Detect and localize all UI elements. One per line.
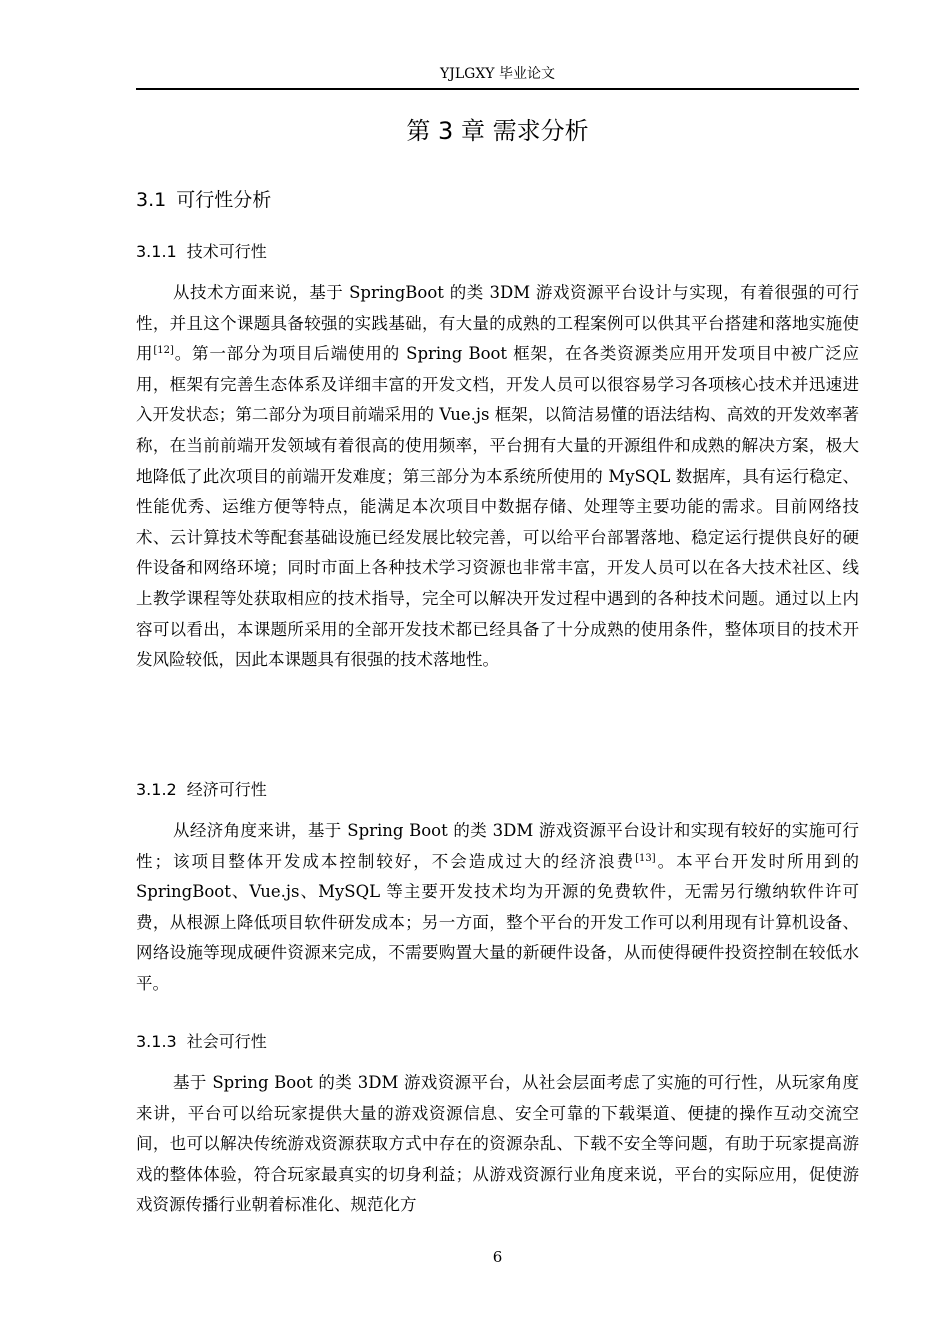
running-header: YJLGXY 毕业论文: [440, 66, 555, 82]
subsection-title: 经济可行性: [186, 780, 267, 799]
subsection-title: 社会可行性: [186, 1032, 267, 1051]
page-number: 6: [492, 1248, 503, 1266]
subsection-title: 技术可行性: [186, 242, 267, 261]
chapter-title: 第 3 章 需求分析: [406, 117, 589, 145]
subsection-number: 3.1.3: [136, 1032, 177, 1051]
paragraph-social-feasibility: 基于 Spring Boot 的类 3DM 游戏资源平台，从社会层面考虑了实施的可行性，从玩家角度来讲，平台可以给玩家提供大量的游戏资源信息、安全可靠的下载渠道、便捷的操作互动交流空间，也可以解决传统游戏资源获取方式中存在的资源杂乱、下载不安全等问题，有助于玩家提高游戏的整体体验，符合玩家最真实的切身利益；从游戏资源行业角度来说，平台的实际应用，促使游戏资源传播行业朝着标准化、规范化方: [136, 1073, 859, 1215]
subsection-number: 3.1.1: [136, 242, 177, 261]
subsection-heading-economic: [136, 778, 859, 802]
header-rule: [136, 88, 859, 90]
citation: [13]: [635, 852, 656, 864]
section-title: 可行性分析: [176, 189, 272, 211]
paragraph-technical-feasibility: 从技术方面来说，基于 SpringBoot 的类 3DM 游戏资源平台设计与实现，有着很强的可行性，并且这个课题具备较强的实践基础，有大量的成熟的工程案例可以供其平台搭建和落地实施使用[12]。第一部分为项目后端使用的 Spring Boot 框架，在各类资源类应用开发项目中被广泛应用，框架有完善生态体系及详细丰富的开发文档，开发人员可以很容易学习各项核心技术并迅速进入开发状态；第二部分为项目前端采用的 Vue.js 框架，以简洁易懂的语法结构、高效的开发效率著称，在当前前端开发领域有着很高的使用频率，平台拥有大量的开源组件和成熟的解决方案，极大地降低了此次项目的前端开发难度；第三部分为本系统所使用的 MySQL 数据库，具有运行稳定、性能优秀、运维方便等特点，能满足本次项目中数据存储、处理等主要功能的需求。目前网络技术、云计算技术等配套基础设施已经发展比较完善，可以给平台部署落地、稳定运行提供良好的硬件设备和网络环境；同时市面上各种技术学习资源也非常丰富，开发人员可以在各大技术社区、线上教学课程等处获取相应的技术指导，完全可以解决开发过程中遇到的各种技术问题。通过以上内容可以看出，本课题所采用的全部开发技术都已经具备了十分成熟的使用条件，整体项目的技术开发风险较低，因此本课题具有很强的技术落地性。: [136, 283, 860, 670]
subsection-heading-technical: [136, 240, 859, 264]
subsection-heading-social: [136, 1030, 859, 1054]
section-heading: [136, 186, 859, 214]
citation: [12]: [153, 345, 174, 357]
paragraph-economic-feasibility: 从经济角度来讲，基于 Spring Boot 的类 3DM 游戏资源平台设计和实现有较好的实施可行性；该项目整体开发成本控制较好，不会造成过大的经济浪费[13]。本平台开发时所用到的 SpringBoot、Vue.js、MySQL 等主要开发技术均为开源的免费软件，无需另行缴纳软件许可费，从根源上降低项目软件研发成本；另一方面，整个平台的开发工作可以利用现有计算机设备、网络设施等现成硬件资源来完成，不需要购置大量的新硬件设备，从而使得硬件投资控制在较低水平。: [136, 821, 860, 993]
section-number: 3.1: [136, 189, 167, 211]
subsection-number: 3.1.2: [136, 780, 177, 799]
